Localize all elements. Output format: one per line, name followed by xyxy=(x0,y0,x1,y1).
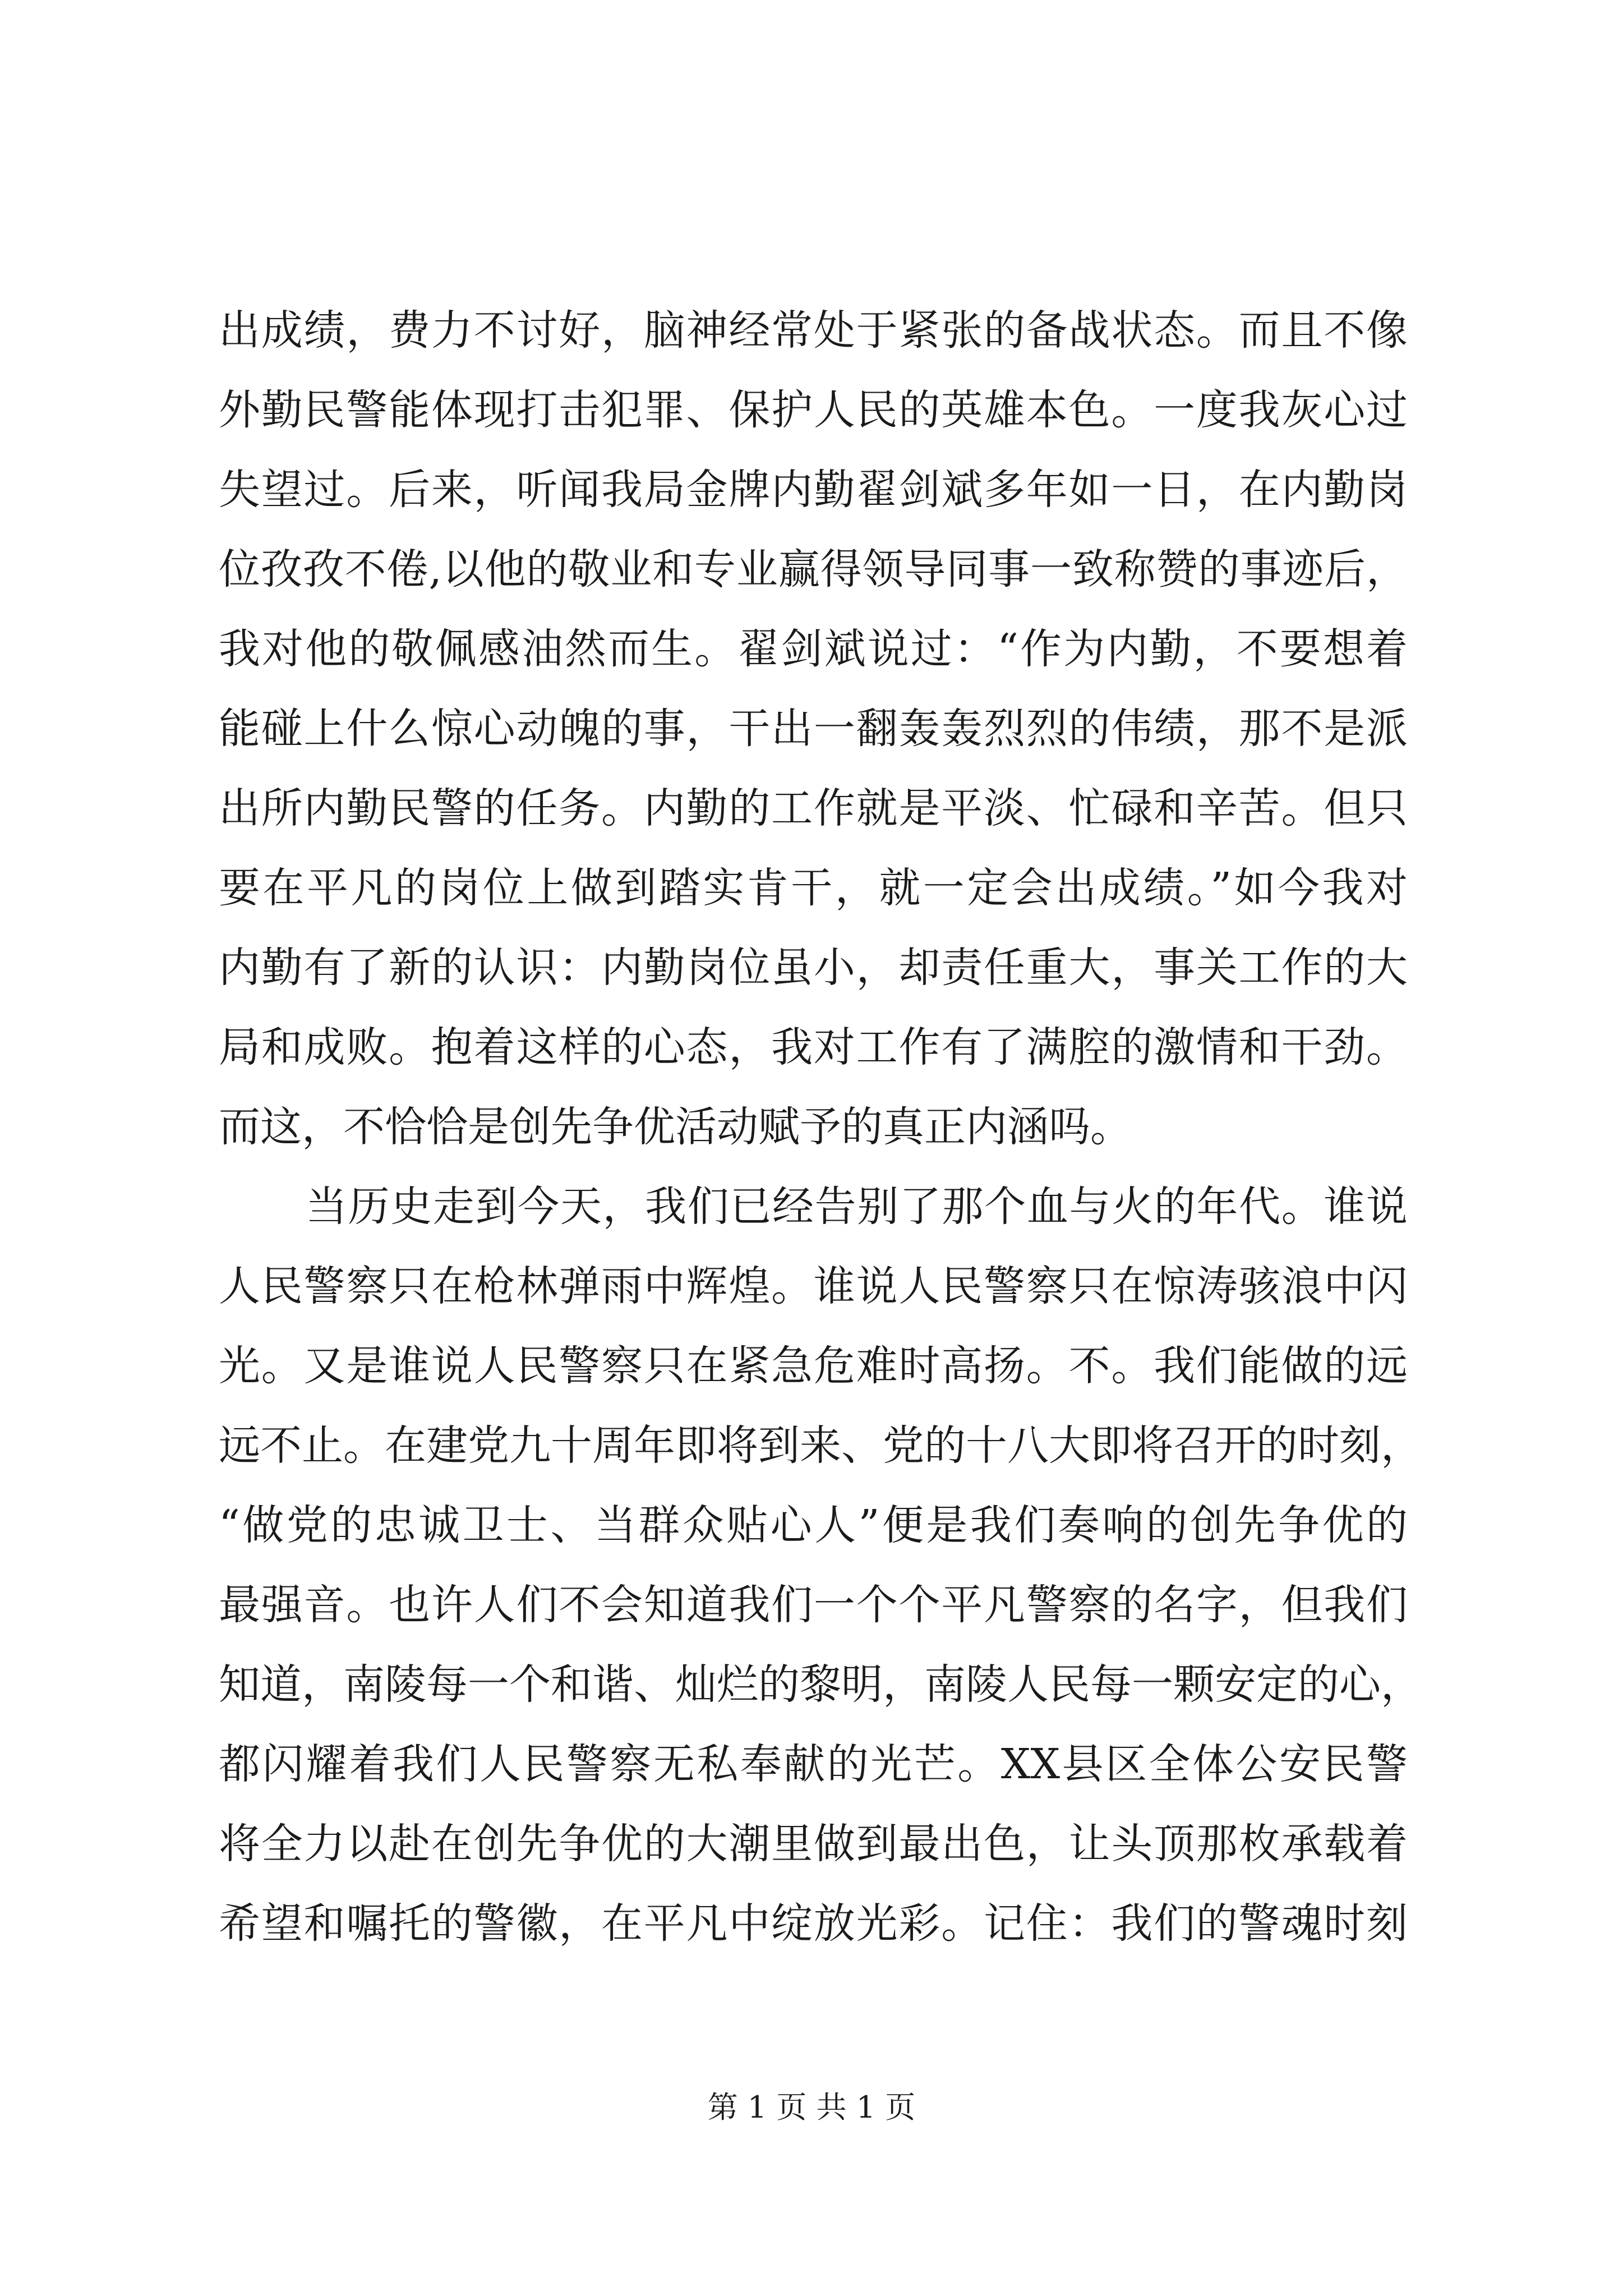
text-line: 我对他的敬佩感油然而生。翟剑斌说过：“作为内勤，不要想着 xyxy=(219,625,1408,673)
text-line: 位孜孜不倦,以他的敬业和专业赢得领导同事一致称赞的事迹后， xyxy=(219,545,1408,593)
text-line: 最强音。也许人们不会知道我们一个个平凡警察的名字，但我们 xyxy=(219,1581,1408,1629)
text-line: 而这，不恰恰是创先争优活动赋予的真正内涵吗。 xyxy=(219,1103,1132,1151)
text-line: 远不止。在建党九十周年即将到来、党的十八大即将召开的时刻， xyxy=(219,1421,1422,1470)
paragraph-first-line: 当历史走到今天，我们已经告别了那个血与火的年代。谁说 xyxy=(306,1182,1408,1231)
text-line: 知道，南陵每一个和谐、灿烂的黎明，南陵人民每一颗安定的心， xyxy=(219,1660,1422,1709)
text-line: 希望和嘱托的警徽，在平凡中绽放光彩。记住：我们的警魂时刻 xyxy=(219,1899,1408,1948)
page-footer xyxy=(0,2088,1623,2127)
body-text xyxy=(219,291,1422,1963)
text-line: 都闪耀着我们人民警察无私奉献的光芒。XX县区全体公安民警 xyxy=(219,1740,1408,1788)
text-line: 要在平凡的岗位上做到踏实肯干，就一定会出成绩。”如今我对 xyxy=(219,864,1408,912)
text-line: 能碰上什么惊心动魄的事，干出一翻轰轰烈烈的伟绩，那不是派 xyxy=(219,705,1408,753)
text-line: 内勤有了新的认识：内勤岗位虽小，却责任重大，事关工作的大 xyxy=(219,944,1408,992)
text-line: 将全力以赴在创先争优的大潮里做到最出色，让头顶那枚承载着 xyxy=(219,1820,1408,1868)
text-line: 局和成败。抱着这样的心态，我对工作有了满腔的激情和干劲。 xyxy=(219,1023,1408,1071)
text-line: 出所内勤民警的任务。内勤的工作就是平淡、忙碌和辛苦。但只 xyxy=(219,784,1408,832)
page-number-label: 第 1 页 共 1 页 xyxy=(707,2090,916,2125)
text-line: 失望过。后来，听闻我局金牌内勤翟剑斌多年如一日，在内勤岗 xyxy=(219,466,1408,514)
text-line: 外勤民警能体现打击犯罪、保护人民的英雄本色。一度我灰心过 xyxy=(219,386,1408,434)
text-line: 光。又是谁说人民警察只在紧急危难时高扬。不。我们能做的远 xyxy=(219,1342,1408,1390)
text-line: 出成绩，费力不讨好，脑神经常处于紧张的备战状态。而且不像 xyxy=(219,306,1408,355)
text-line: 人民警察只在枪林弹雨中辉煌。谁说人民警察只在惊涛骇浪中闪 xyxy=(219,1262,1408,1310)
text-line: “做党的忠诚卫士、当群众贴心人”便是我们奏响的创先争优的 xyxy=(219,1501,1408,1549)
